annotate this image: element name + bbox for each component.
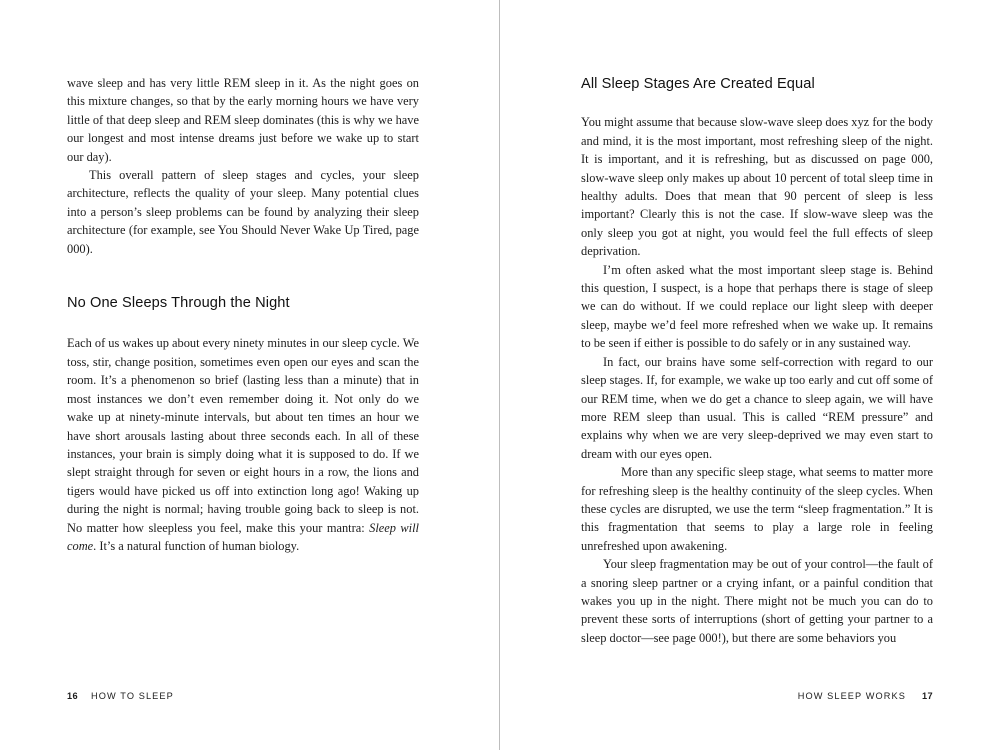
running-head: HOW SLEEP WORKS xyxy=(797,691,906,701)
page-footer xyxy=(798,691,933,701)
body-paragraph: This overall pattern of sleep stages and cycles, your sleep architecture, reflects the quality of your sleep. Many potential clues into a person’s sleep problems can be found by analyzing their sleep architecture (for example, see You Should Never Wake Up Tired, page 000). xyxy=(67,168,419,256)
body-paragraph: I’m often asked what the most important sleep stage is. Behind this question, I suspect, is a hope that perhaps there is stage of sleep we can do without. If we could replace our light sleep with deeper sleep, maybe we’d feel more refreshed when we wake up. It remains to be seen if either is possible to do safely or in any sustained way. xyxy=(581,262,933,351)
body-paragraph: In fact, our brains have some self-correction with regard to our sleep stages. If, for example, we wake up too early and cut off some of our REM time, when we do get a chance to sleep again, we will have more REM sleep than usual. This is called “REM pressure” and explains why when we are very sleep-deprived we may even start to dream with our eyes open. xyxy=(581,354,933,461)
body-paragraph: wave sleep and has very little REM sleep in it. As the night goes on this mixture changes, so that by the early morning hours we have very little of that deep sleep and REM sleep dominates (this is why we have our longest and most intense dreams just before we wake up to start our day). xyxy=(67,76,419,164)
page-number: 17 xyxy=(921,691,933,701)
right-page-text-column xyxy=(581,74,933,647)
body-paragraph xyxy=(67,334,419,555)
body-paragraph: You might assume that because slow-wave sleep does xyz for the body and mind, it is the most important, most refreshing sleep of the night. It is important, and it is refreshing, but as discussed on page 000, slow-wave sleep only makes up about 10 percent of total sleep time in healthy adults. Does that mean that 90 percent of sleep is less important? Clearly this is not the case. If slow-wave sleep was the only sleep you got at night, you would feel the full effects of sleep deprivation. xyxy=(581,115,933,259)
right-page xyxy=(500,0,1000,750)
paragraph-ending: . It’s a natural function of human biology. xyxy=(93,538,300,553)
mantra-emphasis: Sleep will come xyxy=(67,520,419,553)
page-footer xyxy=(67,691,174,701)
section-heading: All Sleep Stages Are Created Equal xyxy=(581,76,815,92)
body-paragraph: Your sleep fragmentation may be out of your control—the fault of a snoring sleep partner or a crying infant, or a painful condition that wakes you up in the night. There might not be much you can do to prevent these sorts of interruptions (short of getting your partner to a sleep doctor—see page 000!), but there are some behaviors you xyxy=(581,557,933,645)
left-page xyxy=(0,0,499,750)
body-paragraph: More than any specific sleep stage, what seems to matter more for refreshing sleep is the healthy continuity of the sleep cycles. When these cycles are disrupted, we use the term “sleep fragmentation.” It is this fragmentation that seems to play a large role in feeling unrefreshed upon awakening. xyxy=(581,465,933,553)
page-number: 16 xyxy=(67,691,79,701)
running-head: HOW TO SLEEP xyxy=(91,691,174,701)
section-heading: No One Sleeps Through the Night xyxy=(67,295,290,312)
left-page-text-column xyxy=(67,74,419,555)
paragraph-text: Each of us wakes up about every ninety minutes in our sleep cycle. We toss, stir, change position, sometimes even open our eyes and scan the room. It’s a phenomenon so brief (lasting less than a minute) that in most instances we don’t even remember doing it. Not only do we wake up at ninety-minute intervals, but about ten times an hour we have short arousals lasting about three seconds each. In all of these instances, your brain is simply doing what it is supposed to do. If we slept straight through for seven or eight hours in a row, the lions and tigers would have picked us off into extinction long ago! Waking up during the night is normal; having trouble going back to sleep is not. No matter how sleepless you feel, make this your mantra: xyxy=(67,336,419,535)
